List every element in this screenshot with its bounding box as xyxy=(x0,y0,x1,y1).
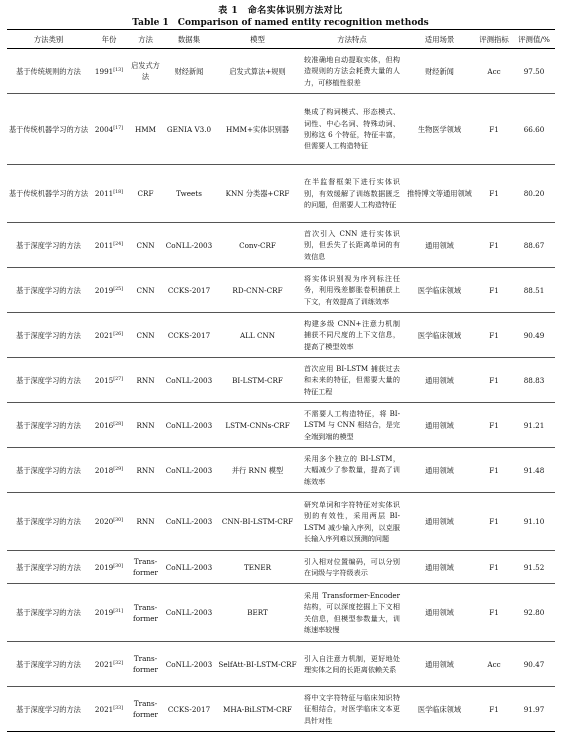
cell-dataset: GENIA V3.0 xyxy=(163,94,215,165)
year-value: 2018 xyxy=(94,465,114,475)
table-row xyxy=(7,165,555,223)
cell-metric: F1 xyxy=(475,165,513,223)
cell-dataset: CoNLL-2003 xyxy=(163,584,215,642)
cell-category: 基于深度学习的方法 xyxy=(7,493,90,551)
cell-metric: F1 xyxy=(475,551,513,584)
cell-scenario: 推特博文等通用领域 xyxy=(404,165,475,223)
table-row xyxy=(7,584,555,642)
cell-metric: F1 xyxy=(475,358,513,403)
cell-model: SelfAtt-BI-LSTM-CRF xyxy=(215,642,300,687)
cell-value: 66.60 xyxy=(513,94,555,165)
year-value: 2011 xyxy=(94,240,114,250)
cell-year xyxy=(90,493,128,551)
table-row xyxy=(7,268,555,313)
reference-marker[interactable]: [33] xyxy=(113,705,124,711)
table-row xyxy=(7,49,555,94)
cell-value: 90.47 xyxy=(513,642,555,687)
reference-marker[interactable]: [17] xyxy=(113,125,124,131)
cell-model: TENER xyxy=(215,551,300,584)
cell-value: 91.48 xyxy=(513,448,555,493)
cell-value: 90.49 xyxy=(513,313,555,358)
cell-year xyxy=(90,223,128,268)
column-header-value: 评测值/% xyxy=(513,30,555,49)
cell-model: 启发式算法+规则 xyxy=(229,66,286,76)
cell-category: 基于深度学习的方法 xyxy=(7,268,90,313)
cell-category: 基于深度学习的方法 xyxy=(7,642,90,687)
cell-category: 基于深度学习的方法 xyxy=(7,403,90,448)
table-row xyxy=(7,223,555,268)
cell-model: BERT xyxy=(215,584,300,642)
cell-value: 88.51 xyxy=(513,268,555,313)
cell-scenario: 通用领域 xyxy=(404,551,475,584)
cell-dataset: CCKS-2017 xyxy=(163,687,215,732)
cell-method: 启发式方法 xyxy=(131,61,160,81)
cell-feature: 引入自注意力机制，更好地处理实体之间的长距离依赖关系 xyxy=(300,642,404,687)
cell-model: BI-LSTM-CRF xyxy=(215,358,300,403)
cell-scenario: 通用领域 xyxy=(404,403,475,448)
header-row xyxy=(7,30,555,49)
cell-year xyxy=(90,94,128,165)
cell-method: CNN xyxy=(128,268,163,313)
reference-marker[interactable]: [24] xyxy=(113,241,124,247)
table-row xyxy=(7,551,555,584)
cell-value: 97.50 xyxy=(523,66,545,76)
cell-metric: F1 xyxy=(475,448,513,493)
table-row xyxy=(7,403,555,448)
year-value: 2020 xyxy=(94,517,114,526)
cell-category: 基于传统规则的方法 xyxy=(16,66,81,76)
cell-method: RNN xyxy=(128,358,163,403)
cell-value: 91.21 xyxy=(513,403,555,448)
cell-feature: 引入相对位置编码，可以分别在词级与字符级表示 xyxy=(300,551,404,584)
cell-dataset: CCKS-2017 xyxy=(163,313,215,358)
cell-method: RNN xyxy=(128,493,163,551)
table-caption-cn: 表 1 命名实体识别方法对比 xyxy=(218,6,343,16)
cell-scenario: 医学临床领域 xyxy=(404,268,475,313)
reference-marker[interactable]: [26] xyxy=(113,331,124,337)
column-header-method: 方法 xyxy=(128,30,163,49)
cell-scenario: 通用领域 xyxy=(404,642,475,687)
cell-method: CRF xyxy=(128,165,163,223)
reference-marker[interactable]: [30] xyxy=(113,563,124,569)
cell-method: Trans-former xyxy=(128,551,163,584)
cell-feature: 采用 Transformer-Encoder 结构，可以深度挖掘上下文相关信息，但模型参数量大，训练速率较慢 xyxy=(300,584,404,642)
reference-marker[interactable]: [29] xyxy=(113,466,124,472)
reference-marker[interactable]: [32] xyxy=(113,660,124,666)
year-value: 2015 xyxy=(94,375,114,385)
cell-scenario: 医学临床领域 xyxy=(404,313,475,358)
cell-model: CNN-BI-LSTM-CRF xyxy=(215,493,300,551)
cell-dataset: CoNLL-2003 xyxy=(163,493,215,551)
cell-dataset: CoNLL-2003 xyxy=(163,551,215,584)
cell-metric: F1 xyxy=(475,403,513,448)
cell-feature: 研究单词和字符特征对实体识别的有效性，采用两层 BI-LSTM 减少输入序列，以克服长输入序列难以预测的问题 xyxy=(300,493,404,551)
cell-method: CNN xyxy=(128,313,163,358)
cell-dataset: 财经新闻 xyxy=(174,66,204,76)
cell-metric: Acc xyxy=(487,66,501,76)
cell-scenario: 通用领域 xyxy=(404,448,475,493)
cell-model: Conv-CRF xyxy=(215,223,300,268)
column-header-metric: 评测指标 xyxy=(475,30,513,49)
cell-model: LSTM-CNNs-CRF xyxy=(215,403,300,448)
year-value: 2016 xyxy=(94,420,114,430)
reference-marker[interactable]: [28] xyxy=(113,421,124,427)
cell-category: 基于深度学习的方法 xyxy=(7,584,90,642)
cell-feature: 将实体识别视为序列标注任务，利用残差膨胀卷积捕获上下文，有效提高了训练效率 xyxy=(300,268,404,313)
cell-dataset: CCKS-2017 xyxy=(163,268,215,313)
cell-year xyxy=(90,49,128,94)
table-row xyxy=(7,94,555,165)
reference-marker[interactable]: [31] xyxy=(113,609,124,614)
cell-year xyxy=(90,358,128,403)
cell-category: 基于深度学习的方法 xyxy=(7,448,90,493)
cell-feature: 构建多级 CNN+注意力机制捕获不同尺度的上下文信息，提高了模型效率 xyxy=(300,313,404,358)
cell-feature: 不需要人工构造特征，将 BI-LSTM 与 CNN 相结合，是完全端到端的模型 xyxy=(300,403,404,448)
cell-model: HMM+实体识别器 xyxy=(215,94,300,165)
cell-method: RNN xyxy=(128,403,163,448)
cell-metric: F1 xyxy=(475,94,513,165)
column-header-category: 方法类别 xyxy=(7,30,90,49)
cell-method: Trans-former xyxy=(128,687,163,732)
cell-dataset: CoNLL-2003 xyxy=(163,403,215,448)
table-header xyxy=(7,30,555,49)
cell-model: MHA-BiLSTM-CRF xyxy=(215,687,300,732)
cell-method: Trans-former xyxy=(128,584,163,642)
cell-feature: 较准确地自动提取实体，但构造规则的方法会耗费大量的人力，可移植性很差 xyxy=(304,54,400,87)
cell-category: 基于深度学习的方法 xyxy=(7,551,90,584)
year-value: 2004 xyxy=(94,124,114,134)
cell-dataset: CoNLL-2003 xyxy=(163,358,215,403)
year-value: 2019 xyxy=(94,285,114,295)
cell-dataset: CoNLL-2003 xyxy=(163,448,215,493)
column-header-year: 年份 xyxy=(90,30,128,49)
year-value: 1991 xyxy=(94,66,114,76)
cell-feature: 首次引入 CNN 进行实体识别，但丢失了长距离单词的有效信息 xyxy=(300,223,404,268)
cell-scenario: 通用领域 xyxy=(404,584,475,642)
cell-dataset: Tweets xyxy=(163,165,215,223)
cell-category: 基于深度学习的方法 xyxy=(7,313,90,358)
cell-metric: F1 xyxy=(475,687,513,732)
cell-year xyxy=(90,268,128,313)
cell-year xyxy=(90,313,128,358)
cell-value: 80.20 xyxy=(513,165,555,223)
cell-category: 基于深度学习的方法 xyxy=(7,223,90,268)
table-row xyxy=(7,313,555,358)
cell-year xyxy=(90,403,128,448)
cell-model: RD-CNN-CRF xyxy=(215,268,300,313)
cell-value: 91.52 xyxy=(513,551,555,584)
cell-metric: F1 xyxy=(475,268,513,313)
year-value: 2019 xyxy=(94,608,114,617)
cell-value: 91.10 xyxy=(513,493,555,551)
column-header-feature: 方法特点 xyxy=(300,30,404,49)
cell-metric: F1 xyxy=(475,313,513,358)
column-header-model: 模型 xyxy=(215,30,300,49)
cell-year xyxy=(90,551,128,584)
cell-metric: F1 xyxy=(475,223,513,268)
cell-method: HMM xyxy=(128,94,163,165)
cell-feature: 首次应用 BI-LSTM 捕获过去和未来的特征，但需要大量的特征工程 xyxy=(300,358,404,403)
cell-year xyxy=(90,165,128,223)
year-value: 2011 xyxy=(94,189,114,198)
reference-marker[interactable]: [13] xyxy=(113,67,124,73)
comparison-table xyxy=(7,29,555,732)
reference-marker[interactable]: [27] xyxy=(113,376,124,382)
cell-model: KNN 分类器+CRF xyxy=(215,165,300,223)
cell-scenario: 通用领域 xyxy=(404,223,475,268)
cell-year xyxy=(90,584,128,642)
cell-model: 并行 RNN 模型 xyxy=(215,448,300,493)
comparison-table-container xyxy=(7,29,555,732)
column-header-dataset: 数据集 xyxy=(163,30,215,49)
reference-marker[interactable]: [30] xyxy=(113,518,124,523)
reference-marker[interactable]: [18] xyxy=(113,190,124,195)
cell-method: CNN xyxy=(128,223,163,268)
cell-scenario: 通用领域 xyxy=(404,493,475,551)
year-value: 2021 xyxy=(94,330,114,340)
table-row xyxy=(7,642,555,687)
cell-dataset: CoNLL-2003 xyxy=(163,223,215,268)
reference-marker[interactable]: [25] xyxy=(113,286,124,292)
table-row xyxy=(7,448,555,493)
cell-method: Trans-former xyxy=(128,642,163,687)
cell-value: 92.80 xyxy=(513,584,555,642)
column-header-scenario: 适用场景 xyxy=(404,30,475,49)
table-row xyxy=(7,493,555,551)
cell-scenario: 生物医学领域 xyxy=(404,94,475,165)
cell-feature: 在半监督框架下进行实体识别，有效缓解了训练数据匮乏的问题，但需要人工构造特征 xyxy=(300,165,404,223)
cell-dataset: CoNLL-2003 xyxy=(163,642,215,687)
year-value: 2019 xyxy=(94,562,114,572)
cell-category: 基于深度学习的方法 xyxy=(7,358,90,403)
year-value: 2021 xyxy=(94,704,114,714)
cell-category: 基于传统机器学习的方法 xyxy=(7,165,90,223)
cell-value: 88.67 xyxy=(513,223,555,268)
table-row xyxy=(7,687,555,732)
cell-metric: Acc xyxy=(475,642,513,687)
cell-year xyxy=(90,642,128,687)
cell-method: RNN xyxy=(128,448,163,493)
cell-scenario: 财经新闻 xyxy=(425,66,454,76)
cell-feature: 采用多个独立的 BI-LSTM，大幅减少了参数量，提高了训练效率 xyxy=(300,448,404,493)
cell-category: 基于传统机器学习的方法 xyxy=(7,94,90,165)
cell-year xyxy=(90,448,128,493)
table-caption-en: Table 1 Comparison of named entity recognition methods xyxy=(132,18,429,28)
cell-feature: 将中文字符特征与临床知识特征相结合，对医学临床文本更具针对性 xyxy=(300,687,404,732)
year-value: 2021 xyxy=(94,659,114,669)
cell-category: 基于深度学习的方法 xyxy=(7,687,90,732)
cell-metric: F1 xyxy=(475,584,513,642)
cell-scenario: 医学临床领域 xyxy=(404,687,475,732)
cell-value: 88.83 xyxy=(513,358,555,403)
table-body xyxy=(7,49,555,732)
cell-metric: F1 xyxy=(475,493,513,551)
cell-feature: 集成了构词模式、形态模式、词性、中心名词、特殊动词、别称这 6 个特征，特征丰富，但需要人工构造特征 xyxy=(300,94,404,165)
cell-year xyxy=(90,687,128,732)
cell-value: 91.97 xyxy=(513,687,555,732)
cell-scenario: 通用领域 xyxy=(404,358,475,403)
cell-model: ALL CNN xyxy=(215,313,300,358)
table-row xyxy=(7,358,555,403)
